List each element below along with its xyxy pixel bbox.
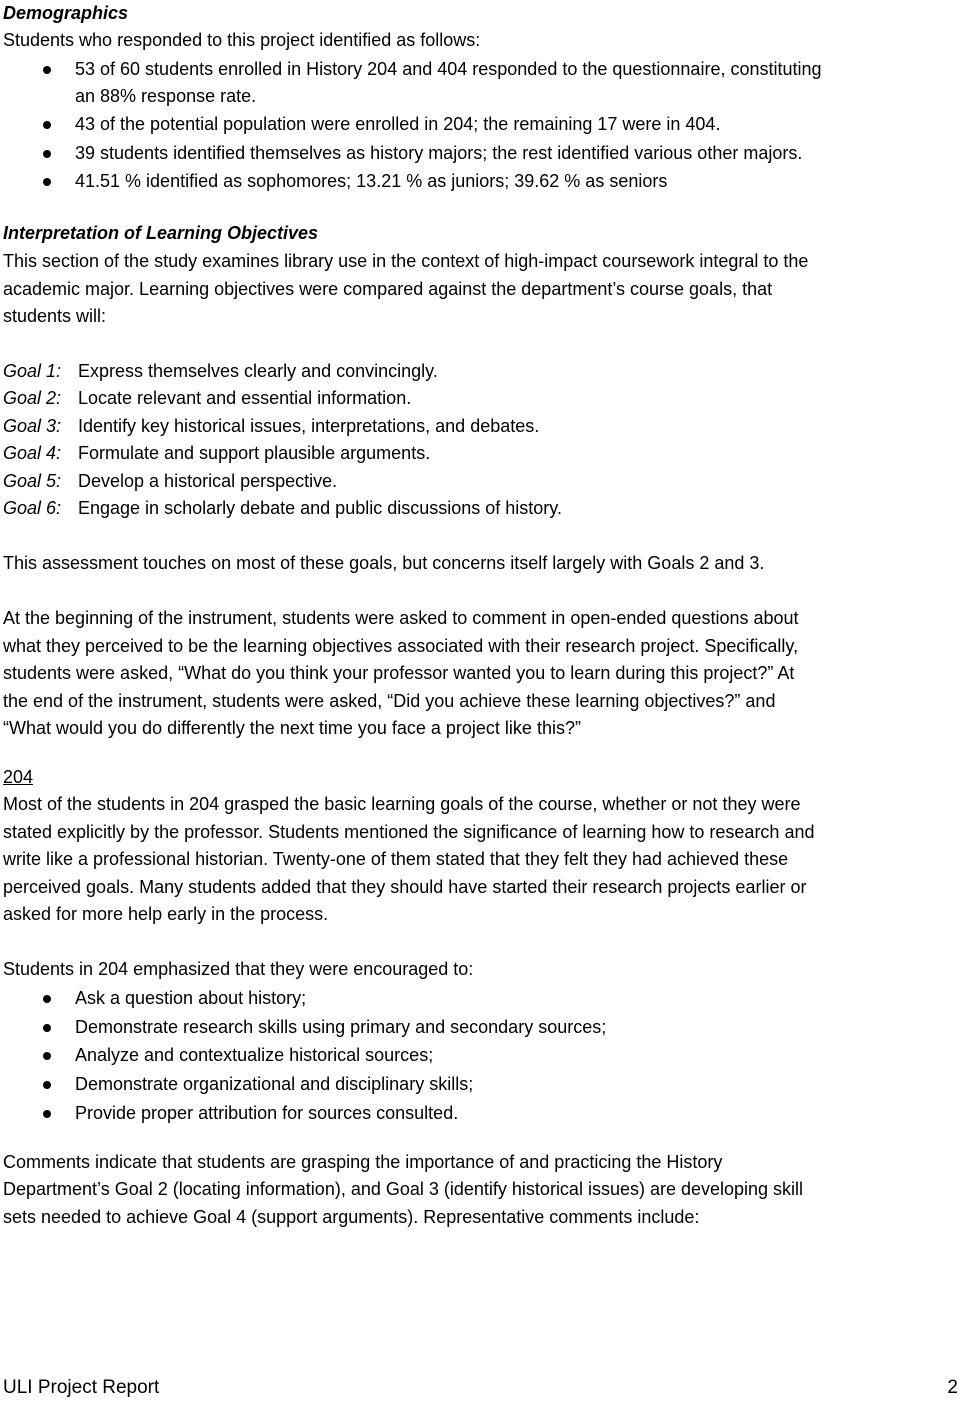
instrument-paragraph-line: At the beginning of the instrument, students were asked to comment in open-ended questions about (3, 608, 799, 628)
goal-label: Goal 6: (3, 498, 62, 518)
bullet-icon (43, 121, 51, 129)
list-item: 39 students identified themselves as history majors; the rest identified various other majors. (75, 143, 803, 163)
goal-text: Engage in scholarly debate and public discussions of history. (78, 498, 562, 518)
goal-label: Goal 1: (3, 361, 62, 381)
instrument-paragraph-line: what they perceived to be the learning objectives associated with their research project. Specifically, (3, 636, 799, 656)
list-item: Ask a question about history; (75, 988, 307, 1008)
section-204-paragraph-line: write like a professional historian. Twenty-one of them stated that they felt they had achieved these (3, 849, 789, 869)
goal-label: Goal 5: (3, 471, 62, 491)
instrument-paragraph-line: the end of the instrument, students were asked, “Did you achieve these learning objectives?” and (3, 691, 776, 711)
goal-item (3, 495, 562, 522)
demographics-heading: Demographics (3, 3, 129, 23)
bullet-icon (43, 150, 51, 158)
bullet-icon (43, 1110, 51, 1118)
goal-text: Locate relevant and essential information. (78, 388, 412, 408)
list-item: Provide proper attribution for sources consulted. (75, 1103, 459, 1123)
bullet-icon (43, 1024, 51, 1032)
goal-text: Express themselves clearly and convincingly. (78, 361, 438, 381)
list-item: Analyze and contextualize historical sources; (75, 1045, 434, 1065)
goal-label: Goal 4: (3, 443, 62, 463)
bullet-icon (43, 1052, 51, 1060)
assessment-paragraph: This assessment touches on most of these goals, but concerns itself largely with Goals 2 and 3. (3, 553, 765, 573)
list-item: 53 of 60 students enrolled in History 204 and 404 responded to the questionnaire, constituting (75, 59, 822, 79)
demographics-intro: Students who responded to this project identified as follows: (3, 30, 481, 50)
comments-paragraph-line: sets needed to achieve Goal 4 (support arguments). Representative comments include: (3, 1207, 700, 1227)
objectives-paragraph-line: students will: (3, 306, 107, 326)
list-item: Demonstrate research skills using primary and secondary sources; (75, 1017, 607, 1037)
goal-item (3, 358, 438, 385)
goal-label: Goal 3: (3, 416, 62, 436)
goal-item (3, 385, 411, 412)
comments-paragraph-line: Department’s Goal 2 (locating information), and Goal 3 (identify historical issues) are developing skill (3, 1179, 804, 1199)
page-number: 2 (947, 1377, 958, 1398)
section-204-paragraph-line: asked for more help early in the process. (3, 904, 329, 924)
list-item: 43 of the potential population were enrolled in 204; the remaining 17 were in 404. (75, 114, 721, 134)
objectives-paragraph-line: This section of the study examines library use in the context of high-impact coursework integral to the (3, 251, 809, 271)
objectives-heading: Interpretation of Learning Objectives (3, 223, 319, 243)
bullet-icon (43, 66, 51, 74)
section-204-heading: 204 (3, 767, 34, 787)
goal-item (3, 413, 539, 440)
instrument-paragraph-line: “What would you do differently the next time you face a project like this?” (3, 718, 581, 738)
comments-paragraph-line: Comments indicate that students are grasping the importance of and practicing the History (3, 1152, 723, 1172)
objectives-paragraph-line: academic major. Learning objectives were compared against the department’s course goals, that (3, 279, 773, 299)
bullet-icon (43, 178, 51, 186)
section-204-paragraph-line: stated explicitly by the professor. Students mentioned the significance of learning how to research and (3, 822, 815, 842)
goal-label: Goal 2: (3, 388, 62, 408)
goal-item (3, 440, 430, 467)
bullet-icon (43, 995, 51, 1003)
list-item-continuation: an 88% response rate. (75, 86, 257, 106)
footer-title: ULI Project Report (3, 1377, 160, 1398)
bullet-icon (43, 1081, 51, 1089)
section-204-paragraph-line: Most of the students in 204 grasped the basic learning goals of the course, whether or not they were (3, 794, 801, 814)
list-item: 41.51 % identified as sophomores; 13.21 % as juniors; 39.62 % as seniors (75, 171, 668, 191)
encouraged-intro: Students in 204 emphasized that they were encouraged to: (3, 959, 474, 979)
goal-text: Identify key historical issues, interpretations, and debates. (78, 416, 540, 436)
instrument-paragraph-line: students were asked, “What do you think your professor wanted you to learn during this project?” At (3, 663, 795, 683)
goal-item (3, 468, 337, 495)
goal-text: Formulate and support plausible arguments. (78, 443, 431, 463)
goal-text: Develop a historical perspective. (78, 471, 338, 491)
section-204-paragraph-line: perceived goals. Many students added that they should have started their research projects earlier or (3, 877, 807, 897)
list-item: Demonstrate organizational and disciplinary skills; (75, 1074, 474, 1094)
